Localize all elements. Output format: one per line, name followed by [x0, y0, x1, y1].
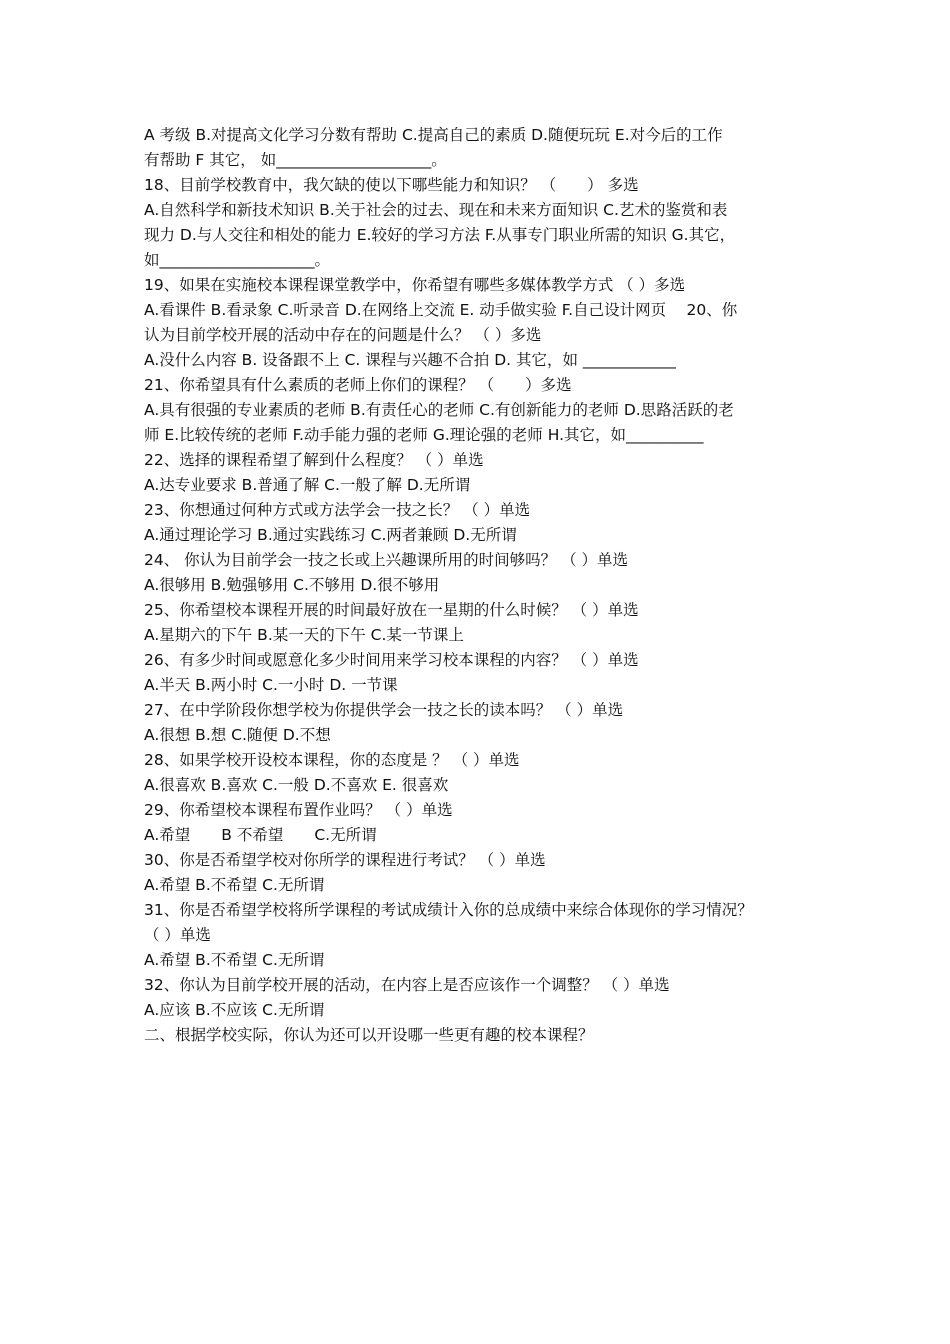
- answer-options-line: A.具有很强的专业素质的老师 B.有责任心的老师 C.有创新能力的老师 D.思路活跃的老: [144, 401, 734, 419]
- answer-options-line: A 考级 B.对提高文化学习分数有帮助 C.提高自己的素质 D.随便玩玩 E.对今后的工作: [144, 126, 723, 144]
- answer-options-line: 师 E.比较传统的老师 F.动手能力强的老师 G.理论强的老师 H.其它，如__________: [144, 426, 704, 444]
- question-26: 26、有多少时间或愿意化多少时间用来学习校本课程的内容？ （ ）单选: [144, 651, 639, 669]
- answer-options-line: A.希望 B 不希望 C.无所谓: [144, 826, 377, 844]
- question-21: 21、你希望具有什么素质的老师上你们的课程？ （ ）多选: [144, 376, 572, 394]
- question-20: 认为目前学校开展的活动中存在的问题是什么？ （ ）多选: [144, 326, 542, 344]
- question-25: 25、你希望校本课程开展的时间最好放在一星期的什么时候？ （ ）单选: [144, 601, 639, 619]
- answer-options-line: A.星期六的下午 B.某一天的下午 C.某一节课上: [144, 626, 464, 644]
- question-30: 30、你是否希望学校对你所学的课程进行考试？ （ ）单选: [144, 851, 546, 869]
- question-31: 31、你是否希望学校将所学课程的考试成绩计入你的总成绩中来综合体现你的学习情况？: [144, 901, 753, 919]
- question-22: 22、选择的课程希望了解到什么程度？ （ ）单选: [144, 451, 484, 469]
- answer-options-line: A.自然科学和新技术知识 B.关于社会的过去、现在和未来方面知识 C.艺术的鉴赏和表: [144, 201, 728, 219]
- questionnaire-text: [144, 123, 824, 1048]
- answer-options-line: A.很够用 B.勉强够用 C.不够用 D.很不够用: [144, 576, 440, 594]
- question-31-continued: （ ）单选: [144, 926, 211, 944]
- question-19: 19、如果在实施校本课程课堂教学中，你希望有哪些多媒体教学方式 （ ）多选: [144, 276, 686, 294]
- question-28: 28、如果学校开设校本课程，你的态度是 ？ （ ）单选: [144, 751, 520, 769]
- answer-options-line: A.希望 B.不希望 C.无所谓: [144, 876, 325, 894]
- answer-options-line: A.应该 B.不应该 C.无所谓: [144, 1001, 325, 1019]
- answer-options-line: A.通过理论学习 B.通过实践练习 C.两者兼顾 D.无所谓: [144, 526, 517, 544]
- answer-options-line: A.看课件 B.看录象 C.听录音 D.在网络上交流 E. 动手做实验 F.自己设计网页 20、你: [144, 301, 738, 319]
- question-29: 29、你希望校本课程布置作业吗？ （ ）单选: [144, 801, 453, 819]
- answer-options-line: A.很喜欢 B.喜欢 C.一般 D.不喜欢 E. 很喜欢: [144, 776, 449, 794]
- answer-options-line: A.没什么内容 B. 设备跟不上 C. 课程与兴趣不合拍 D. 其它，如 ____________: [144, 351, 676, 369]
- question-18: 18、目前学校教育中，我欠缺的使以下哪些能力和知识？ （ ） 多选: [144, 176, 639, 194]
- answer-options-line: A.达专业要求 B.普通了解 C.一般了解 D.无所谓: [144, 476, 471, 494]
- question-32: 32、你认为目前学校开展的活动，在内容上是否应该作一个调整？ （ ）单选: [144, 976, 670, 994]
- answer-options-line: 有帮助 F 其它， 如____________________。: [144, 151, 447, 169]
- answer-options-line: 如____________________。: [144, 251, 331, 269]
- question-27: 27、在中学阶段你想学校为你提供学会一技之长的读本吗？ （ ）单选: [144, 701, 624, 719]
- answer-options-line: A.半天 B.两小时 C.一小时 D. 一节课: [144, 676, 398, 694]
- question-23: 23、你想通过何种方式或方法学会一技之长？ （ ）单选: [144, 501, 531, 519]
- answer-options-line: A.希望 B.不希望 C.无所谓: [144, 951, 325, 969]
- answer-options-line: A.很想 B.想 C.随便 D.不想: [144, 726, 331, 744]
- answer-options-line: 现力 D.与人交往和相处的能力 E.较好的学习方法 F.从事专门职业所需的知识 G.其它，: [144, 226, 736, 244]
- section-two-heading: 二、根据学校实际，你认为还可以开设哪一些更有趣的校本课程？: [144, 1026, 594, 1044]
- question-24: 24、 你认为目前学会一技之长或上兴趣课所用的时间够吗？ （ ）单选: [144, 551, 629, 569]
